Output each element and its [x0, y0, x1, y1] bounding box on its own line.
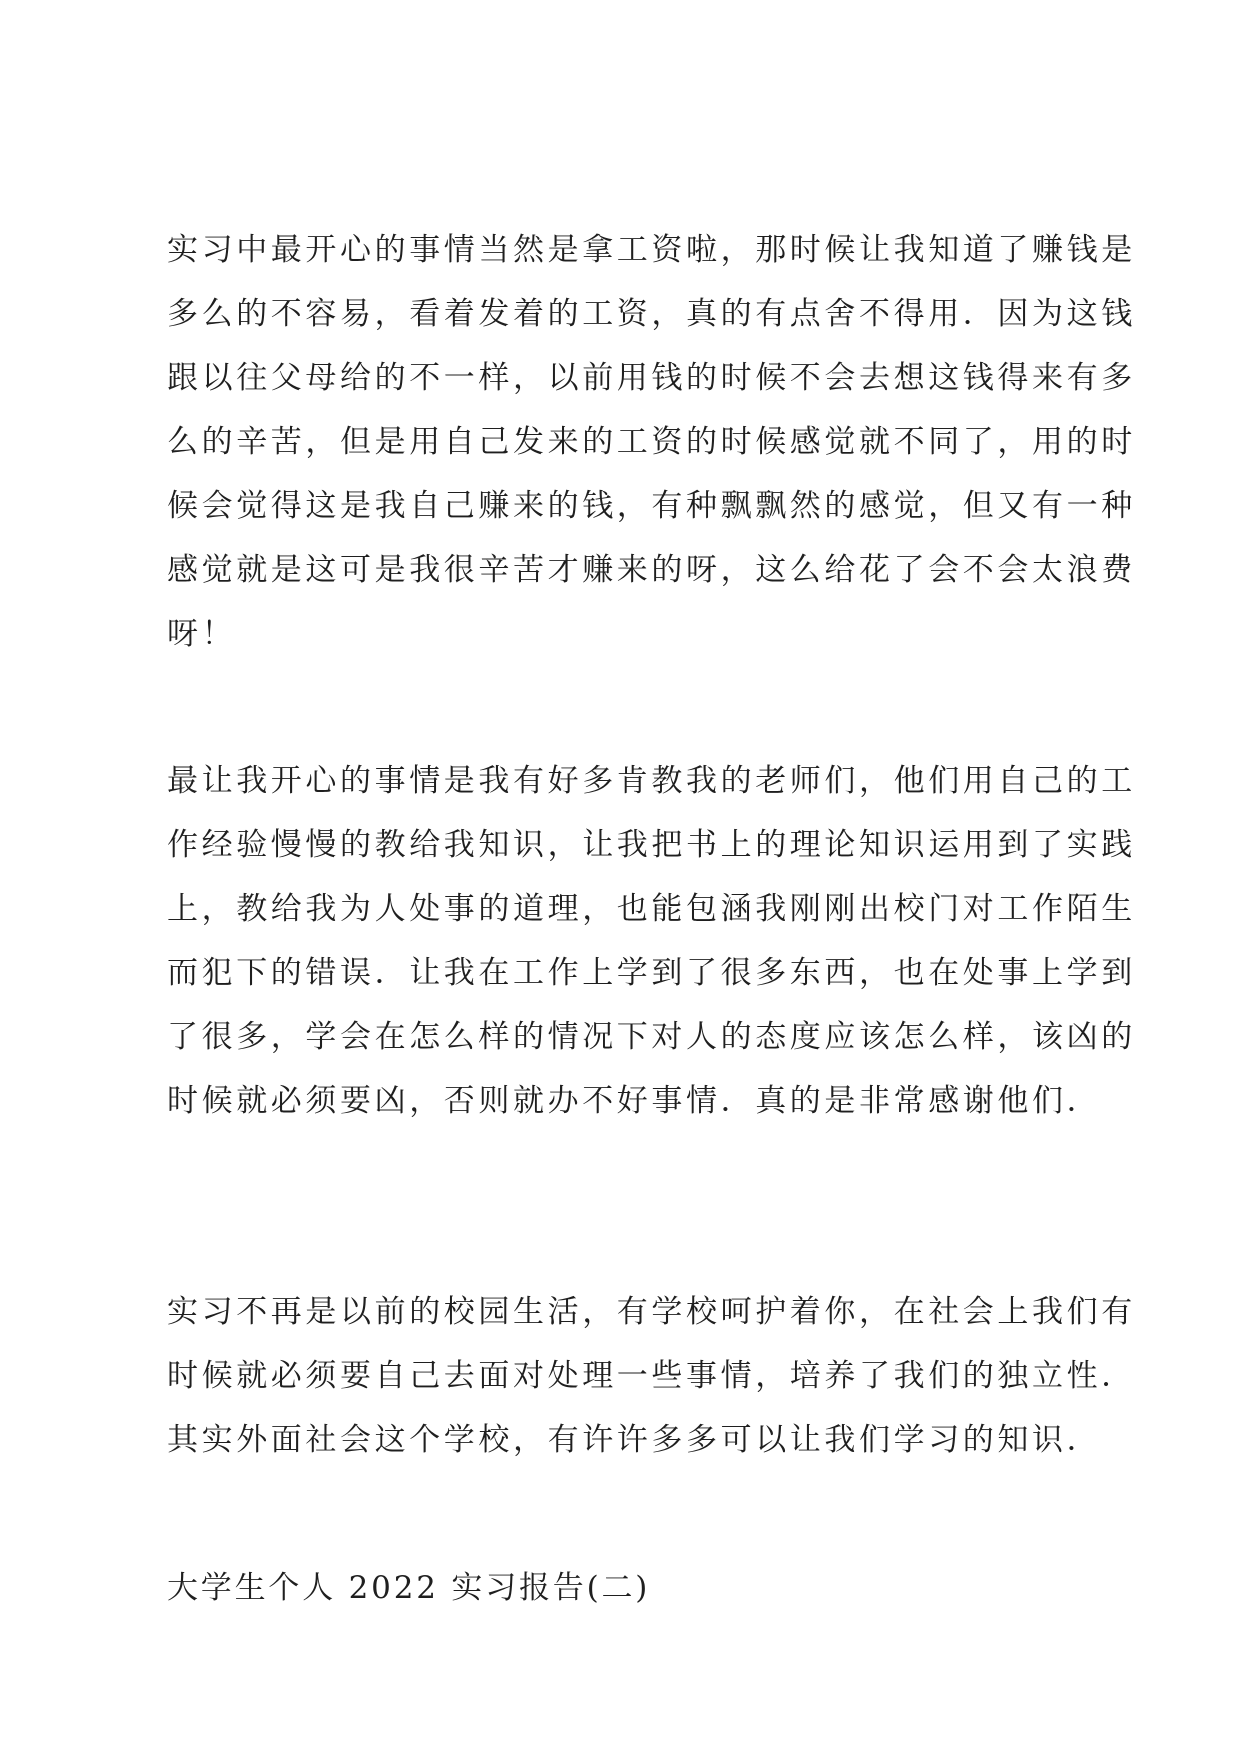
text-line: 跟以往父母给的不一样，以前用钱的时候不会去想这钱得来有多: [167, 360, 1136, 396]
text-line: 上，教给我为人处事的道理，也能包涵我刚刚出校门对工作陌生: [167, 891, 1136, 927]
paragraph-1: [167, 218, 1136, 666]
paragraph-2: [167, 749, 1136, 1197]
text-line: 而犯下的错误．让我在工作上学到了很多东西，也在处事上学到: [167, 955, 1136, 991]
text-line: 实习不再是以前的校园生活，有学校呵护着你，在社会上我们有: [167, 1294, 1136, 1330]
section-heading: 大学生个人 2022 实习报告(二): [167, 1570, 651, 1606]
text-line: [167, 1133, 1097, 1197]
document-body: [167, 218, 1136, 1620]
text-line: 其实外面社会这个学校，有许许多多可以让我们学习的知识．: [167, 1422, 1102, 1458]
text-line: 感觉就是这可是我很辛苦才赚来的呀，这么给花了会不会太浪费: [167, 552, 1136, 588]
text-line: 最让我开心的事情是我有好多肯教我的老师们，他们用自己的工: [167, 763, 1136, 799]
text-line: 实习中最开心的事情当然是拿工资啦，那时候让我知道了赚钱是: [167, 232, 1136, 268]
text-line: 作经验慢慢的教给我知识，让我把书上的理论知识运用到了实践: [167, 827, 1136, 863]
paragraph-3: [167, 1280, 1136, 1472]
text-line: 候会觉得这是我自己赚来的钱，有种飘飘然的感觉，但又有一种: [167, 488, 1136, 524]
text-line: 呀！: [167, 616, 237, 652]
text-line: 了很多，学会在怎么样的情况下对人的态度应该怎么样，该凶的: [167, 1019, 1136, 1055]
text-line: 时候就必须要自己去面对处理一些事情，培养了我们的独立性．: [167, 1358, 1136, 1394]
text-line: 多么的不容易，看着发着的工资，真的有点舍不得用．因为这钱: [167, 296, 1136, 332]
text-line: 么的辛苦，但是用自己发来的工资的时候感觉就不同了，用的时: [167, 424, 1136, 460]
text-line: 时候就必须要凶，否则就办不好事情．真的是非常感谢他们．: [167, 1083, 1102, 1119]
